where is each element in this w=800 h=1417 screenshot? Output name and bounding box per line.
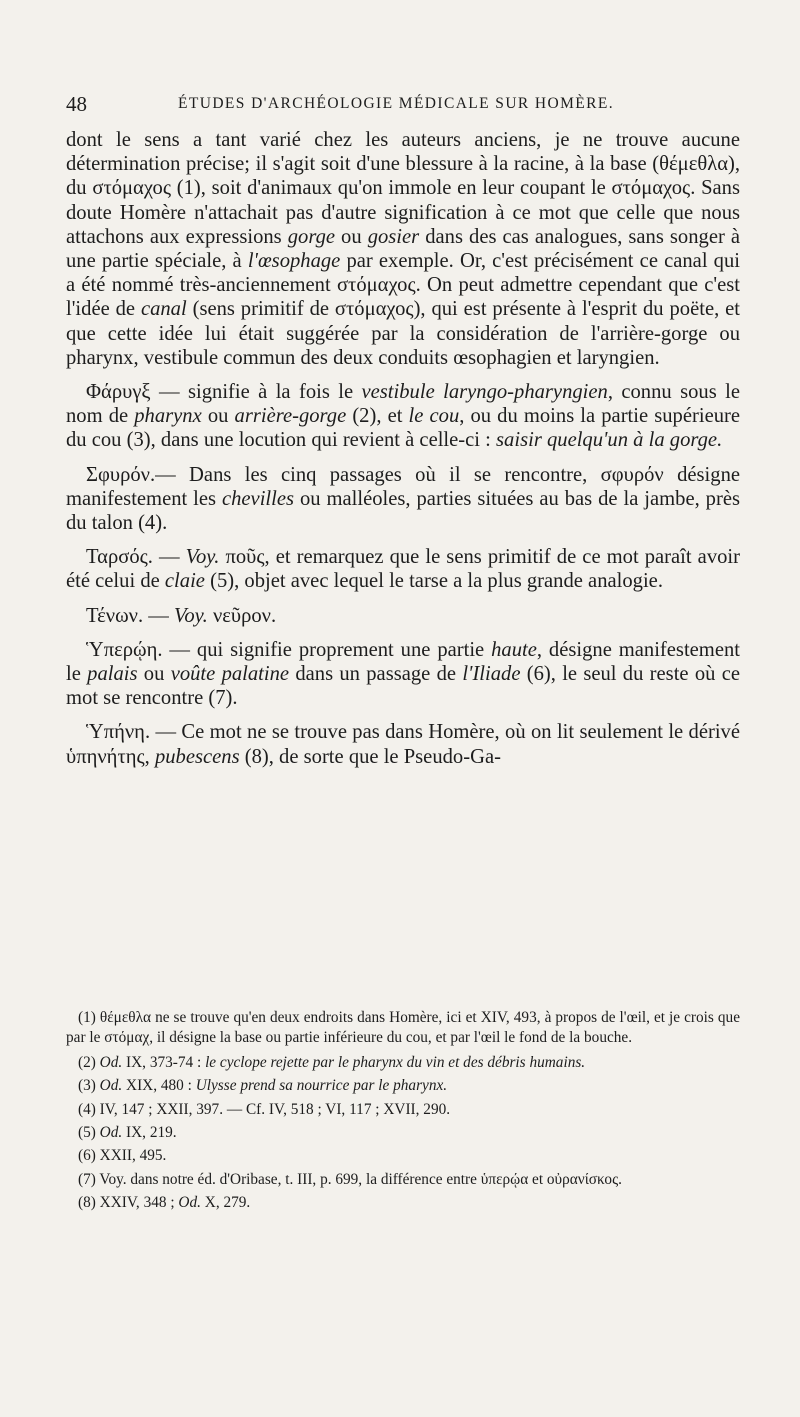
text-run: — [152,546,186,569]
greek-term: στόμαχος [336,274,416,297]
text-run: , il désigne la base ou partie inférieure du cou, et par l'œil le fond de la bouche. [149,1029,633,1047]
text-run: (sens primitif de [186,298,335,321]
entry-headword: Τένων. [86,604,144,627]
italic-term: canal [140,298,187,321]
entry-headword: Ὑπερῴη. [86,638,163,661]
italic-term: le cyclope rejette par le pharynx du vin et des débris humains. [205,1053,586,1071]
italic-term: pubescens [154,745,240,768]
text-run: (7) Voy. dans notre éd. d'Oribase, t. III, p. 699, la différence entre [78,1170,481,1188]
text-run: (6), le seul du reste où ce mot se rencontre (7). [66,663,740,710]
italic-term: arrière-gorge [234,405,347,428]
footnote-3 [66,1076,740,1096]
italic-term: Voy. [174,604,208,627]
text-run: — qui signifie proprement une partie [162,638,492,661]
text-run: (5), objet avec lequel le tarse a la plus grande analogie. [204,570,663,593]
footnotes [66,1008,740,1217]
greek-term: στόμαχος [611,177,691,200]
text-run: ou malléoles, parties situées au bas de la jambe, près du talon (4). [66,487,740,535]
italic-term: saisir quelqu'un à la gorge. [496,429,723,452]
italic-term: Ulysse prend sa nourrice par le pharynx. [195,1077,448,1095]
text-run: ), du [66,153,740,200]
text-run: . On peut admettre cependant que c'est l'idée de [66,274,740,321]
greek-term: ποῦς [225,546,265,569]
footnote-1 [66,1008,740,1049]
footnote-2 [66,1053,740,1073]
text-run: , ou du moins la partie supérieure du cou (3), dans une locution qui revient à celle-ci : [66,405,741,452]
italic-term: chevilles [221,487,295,510]
italic-term: l'Iliade [462,663,521,686]
text-run: , désigne manifestement le [66,638,740,686]
text-run: . Sans doute Homère n'attachait pas d'autre signification à ce mot que celle que nous attachons aux expressions [66,177,740,248]
text-run: , connu sous le nom de [66,381,740,428]
entry-headword: Φάρυγξ [86,381,151,404]
text-run: désigne manifestement les [66,463,741,510]
italic-term: Od. [99,1077,123,1095]
entry-headword: Σφυρόν. [86,463,156,486]
italic-term: Od. [99,1053,123,1071]
text-run: ou [335,225,368,248]
italic-term: le cou [408,405,460,428]
text-run: (2), et [346,405,409,428]
entry-sphyron [66,463,740,536]
text-run: (1), soit d'animaux qu'on immole en leur coupant le [171,177,612,200]
text-run: XIX, 480 : [122,1077,196,1095]
greek-term: νεῦρον. [212,604,277,627]
text-run: ne se trouve qu'en deux endroits dans Homère, ici et XIV, 493, à propos de l'œil, et je crois que par le [66,1009,740,1047]
entry-headword: Ὑπήνη. [86,721,151,744]
italic-term: palais [87,663,138,686]
text-run: (3) [78,1077,100,1095]
text-run: ), qui est présente à l'esprit du poëte, et que cette idée lui était suggérée par la considération de l'arrière-gorge ou pharynx, vestibule commun des deux conduits œsophagien et laryngien. [66,298,740,369]
entry-tenon [66,604,740,628]
text-run: dont le sens a tant varié chez les auteurs anciens, je ne trouve aucune détermination précise; il s'agit soit d'une blessure à la racine, à la base ( [66,129,740,176]
italic-term: haute [491,638,537,661]
italic-term: l'œsophage [247,250,341,273]
italic-term: vestibule laryngo-pharyngien [361,381,608,404]
text-run: et [528,1170,547,1188]
italic-term: Od. [99,1124,123,1142]
entry-tarsos [66,545,740,593]
main-text [66,128,740,769]
text-run: — Ce mot ne se trouve pas dans Homère, où on lit seulement le dérivé [150,721,740,744]
greek-term: σφυρόν [600,463,664,486]
greek-term: ὑπηνήτης [66,745,145,768]
entry-headword: Ταρσός. [86,546,153,569]
text-run: (2) [78,1053,100,1071]
text-run: (1) [78,1009,100,1026]
greek-term: στόμαχ [104,1029,150,1047]
text-run: ou [201,405,235,428]
book-page [66,0,740,1417]
footnote-6 [66,1146,740,1166]
text-run: — signifie à la fois le [150,381,362,404]
greek-term: θέμεθλα [659,153,728,176]
text-run: par exemple. Or, c'est précisément ce canal qui a été nommé très-anciennement [66,250,741,297]
text-run: IX, 373-74 : [122,1053,206,1071]
italic-term: claie [164,570,205,593]
italic-term: Od. [178,1194,201,1212]
greek-term: στόμαχος [334,298,414,321]
text-run: , [144,745,155,768]
greek-term: θέμεθλα [99,1009,152,1026]
footnote-5 [66,1123,740,1143]
text-run: (4) IV, 147 ; XXII, 397. — Cf. IV, 518 ; VI, 117 ; XVII, 290. [78,1100,451,1118]
text-run: , et remarquez que le sens primitif de ce mot paraît avoir été celui de [66,546,740,593]
entry-hyperoe [66,638,740,711]
italic-term: voûte palatine [170,663,290,686]
footnote-4 [66,1100,740,1120]
text-run: X, 279. [200,1194,251,1212]
footnote-8 [66,1193,740,1213]
text-run: — [143,604,175,627]
text-run: — Dans les cinq passages où il se rencontre, [155,463,601,486]
italic-term: Voy. [185,546,220,569]
entry-pharynx [66,380,740,453]
entry-hypene [66,720,740,768]
text-run: (6) XXII, 495. [78,1147,167,1165]
text-run: ou [137,663,171,686]
text-run: dans des cas analogues, sans songer à une partie spéciale, à [66,225,740,273]
greek-term: στόμαχος [92,177,171,200]
text-run: dans un passage de [289,663,463,686]
page-number: 48 [66,92,87,116]
greek-term: οὐρανίσκος. [546,1170,622,1188]
text-run: (8), de sorte que le Pseudo-Ga- [239,745,501,768]
text-run: IX, 219. [122,1124,177,1142]
paragraph-stomachos [66,128,740,370]
text-run: (5) [78,1124,100,1142]
greek-term: ὑπερῴα [480,1170,529,1188]
running-title: ÉTUDES D'ARCHÉOLOGIE MÉDICALE SUR HOMÈRE. [178,95,615,112]
italic-term: gosier [367,225,420,248]
page-header [66,92,740,116]
footnote-7 [66,1170,740,1190]
italic-term: pharynx [134,405,202,428]
text-run: (8) XXIV, 348 ; [78,1194,179,1212]
italic-term: gorge [287,225,336,248]
